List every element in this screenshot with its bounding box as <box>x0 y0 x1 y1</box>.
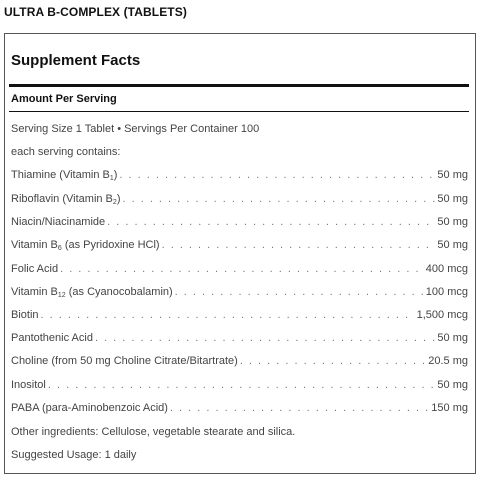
dot-leader <box>107 215 435 229</box>
dot-leader <box>162 238 436 252</box>
nutrient-row <box>11 378 468 392</box>
nutrient-amount: 1,500 mcg <box>416 309 468 321</box>
nutrient-name: Inositol <box>11 379 46 391</box>
nutrient-name: Vitamin $B_{12}$ (as Cyanocobalamin) <box>11 286 173 299</box>
nutrient-amount: 400 mcg <box>425 263 468 275</box>
nutrient-amount: 50 mg <box>437 169 468 181</box>
panel-title: Supplement Facts <box>11 52 141 69</box>
thin-divider <box>9 111 469 112</box>
dot-leader <box>175 285 424 299</box>
nutrient-row <box>11 238 468 252</box>
nutrient-amount: 50 mg <box>437 332 468 344</box>
dot-leader <box>48 378 436 392</box>
nutrient-amount: 50 mg <box>437 216 468 228</box>
nutrient-row <box>11 285 468 299</box>
dot-leader <box>60 262 424 276</box>
suggested-usage: Suggested Usage: 1 daily <box>11 449 137 461</box>
nutrient-name: PABA (para-Aminobenzoic Acid) <box>11 402 168 414</box>
nutrient-row <box>11 308 468 322</box>
nutrient-row <box>11 215 468 229</box>
dot-leader <box>119 168 435 182</box>
nutrient-name: Folic Acid <box>11 263 59 275</box>
product-title: ULTRA B-COMPLEX (TABLETS) <box>4 5 187 19</box>
each-serving-label: each serving contains: <box>11 146 121 158</box>
nutrient-name: Choline (from 50 mg Choline Citrate/Bitartrate) <box>11 355 238 367</box>
nutrient-row <box>11 401 468 415</box>
dot-leader <box>95 331 435 345</box>
amount-per-serving-heading: Amount Per Serving <box>11 93 117 105</box>
dot-leader <box>122 192 435 206</box>
other-ingredients: Other ingredients: Cellulose, vegetable stearate and silica. <box>11 426 296 438</box>
nutrient-name: Vitamin $B_6$ (as Pyridoxine HCl) <box>11 239 160 252</box>
nutrient-name: Thiamine (Vitamin $B_1$) <box>11 169 118 182</box>
nutrient-name: Pantothenic Acid <box>11 332 93 344</box>
serving-info: Serving Size 1 Tablet • Servings Per Container 100 <box>11 123 260 135</box>
nutrient-row <box>11 331 468 345</box>
dot-leader <box>170 401 429 415</box>
nutrient-amount: 50 mg <box>437 239 468 251</box>
dot-leader <box>240 354 426 368</box>
nutrient-row <box>11 192 468 206</box>
nutrient-row <box>11 168 468 182</box>
thick-divider <box>9 84 469 87</box>
nutrient-amount: 100 mcg <box>425 286 468 298</box>
nutrient-name: Niacin/Niacinamide <box>11 216 106 228</box>
nutrient-row <box>11 354 468 368</box>
nutrient-amount: 50 mg <box>437 379 468 391</box>
nutrient-amount: 20.5 mg <box>428 355 468 367</box>
nutrient-name: Biotin <box>11 309 39 321</box>
nutrient-amount: 50 mg <box>437 193 468 205</box>
nutrient-row <box>11 262 468 276</box>
supplement-facts-panel <box>4 33 476 474</box>
nutrient-amount: 150 mg <box>431 402 468 414</box>
dot-leader <box>41 308 415 322</box>
nutrient-name: Riboflavin (Vitamin $B_2$) <box>11 193 121 206</box>
